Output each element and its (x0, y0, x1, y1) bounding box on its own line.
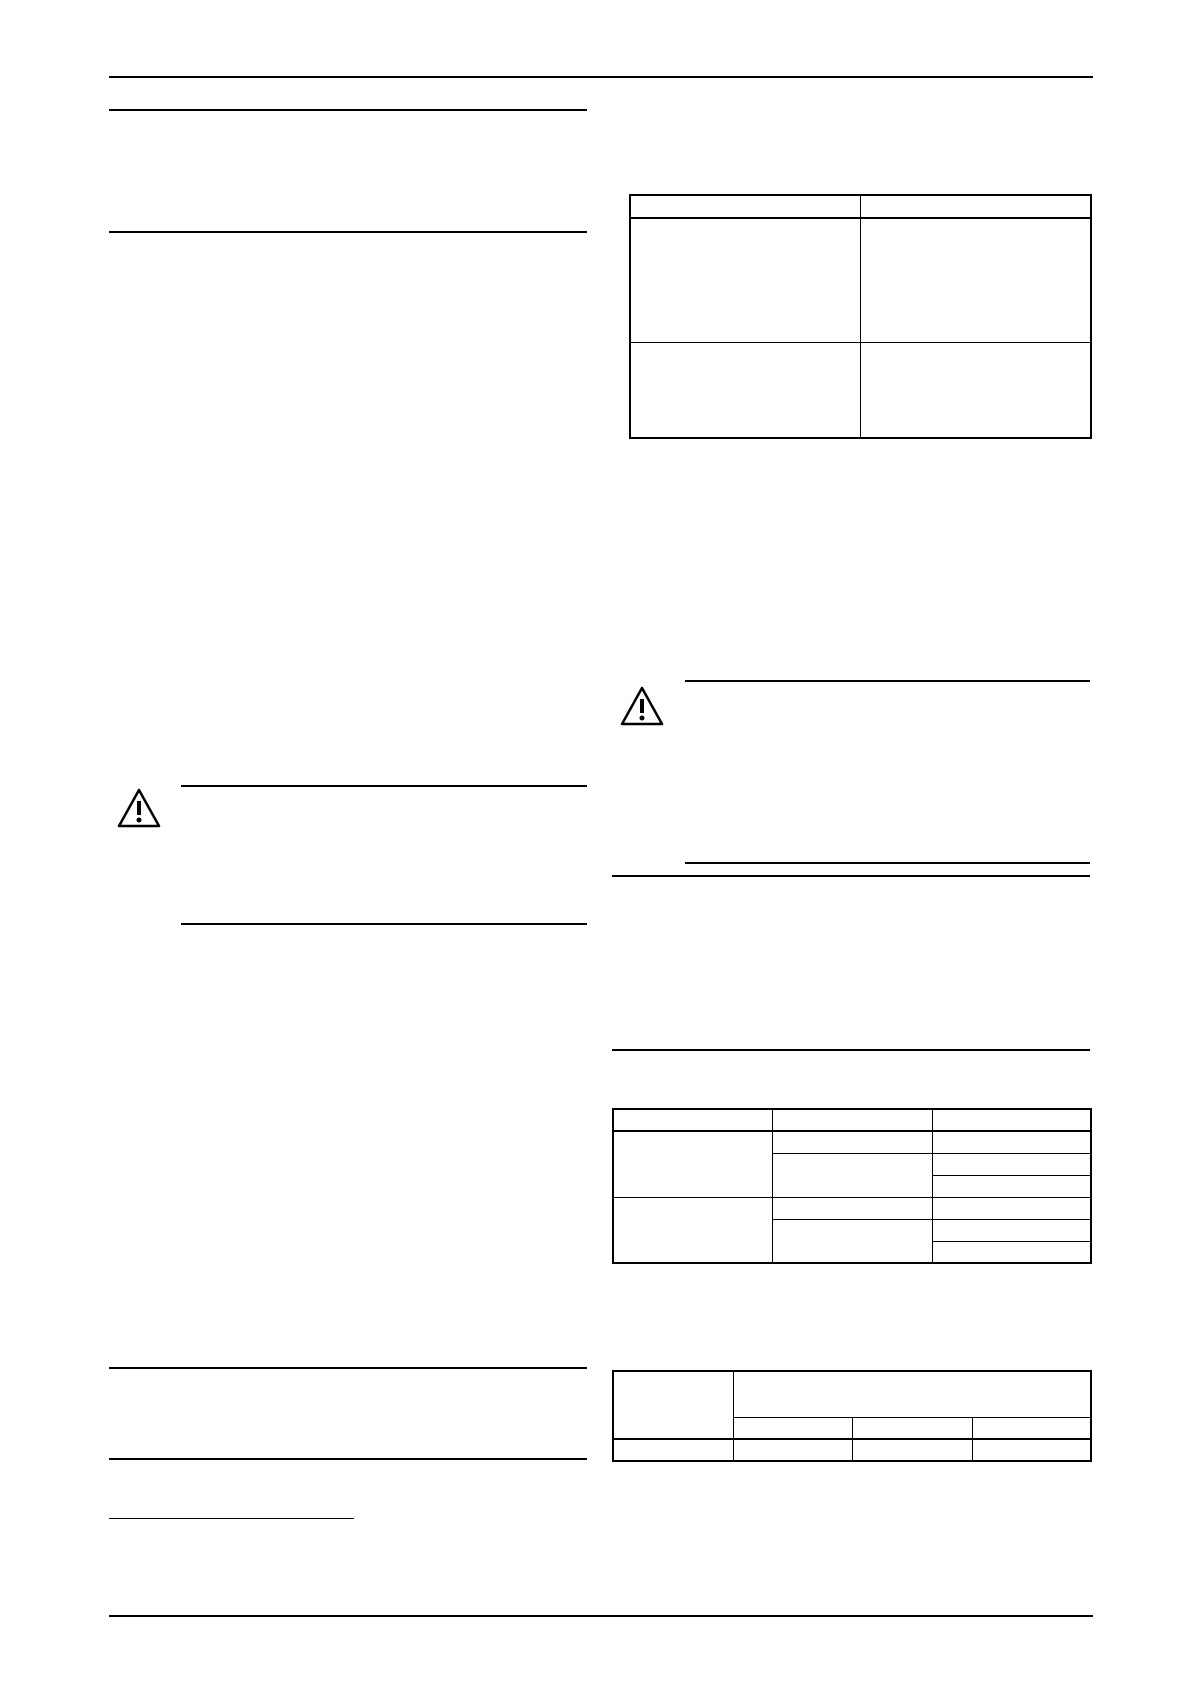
table-row (630, 195, 1091, 218)
page-footer-rule (109, 1615, 1093, 1617)
left-section-rule-4 (109, 1458, 587, 1460)
table-cell (772, 1219, 932, 1263)
table-cell (772, 1109, 932, 1131)
table-cell (932, 1241, 1091, 1263)
table-row (613, 1439, 1091, 1461)
warning-triangle-icon (116, 787, 162, 829)
table-cell (772, 1131, 932, 1153)
table-cell (932, 1109, 1091, 1131)
left-warning-rule-top (181, 785, 587, 787)
table-cell (733, 1439, 852, 1461)
right-section-rule-2 (612, 1049, 1090, 1051)
table-cell (860, 195, 1091, 218)
table-cell (630, 218, 860, 342)
right-warning-rule-bottom (685, 862, 1090, 864)
table-row (630, 342, 1091, 438)
upper-right-table (629, 194, 1092, 439)
page-header-rule (109, 76, 1093, 78)
table-cell (860, 218, 1091, 342)
left-section-rule-3 (109, 1367, 587, 1369)
table-row (630, 218, 1091, 342)
table-cell (932, 1131, 1091, 1153)
table-cell (852, 1439, 972, 1461)
middle-right-table (612, 1108, 1092, 1264)
right-warning-rule-top (685, 680, 1090, 682)
table-cell (772, 1153, 932, 1197)
table-row (613, 1109, 1091, 1131)
table-cell (852, 1417, 972, 1439)
left-warning-rule-bottom (181, 923, 587, 925)
table-cell (932, 1197, 1091, 1219)
table-cell (630, 195, 860, 218)
table-cell (772, 1197, 932, 1219)
table-cell (613, 1371, 733, 1439)
table-row (613, 1197, 1091, 1219)
footnote-separator (109, 1518, 354, 1519)
table-cell (932, 1175, 1091, 1197)
lower-right-table (612, 1370, 1092, 1462)
table-cell (733, 1371, 1091, 1417)
table-cell (613, 1197, 772, 1263)
table-cell (932, 1153, 1091, 1175)
table-cell (932, 1219, 1091, 1241)
table-cell (972, 1417, 1091, 1439)
table-row (613, 1371, 1091, 1417)
table-cell (613, 1131, 772, 1197)
table-cell (613, 1439, 733, 1461)
table-cell (972, 1439, 1091, 1461)
left-section-rule-top (109, 109, 587, 111)
table-cell (733, 1417, 852, 1439)
table-cell (630, 342, 860, 438)
table-cell (613, 1109, 772, 1131)
left-section-rule-2 (109, 231, 587, 233)
table-cell (860, 342, 1091, 438)
warning-triangle-icon (619, 685, 665, 727)
right-section-rule-1 (612, 875, 1090, 877)
table-row (613, 1131, 1091, 1153)
